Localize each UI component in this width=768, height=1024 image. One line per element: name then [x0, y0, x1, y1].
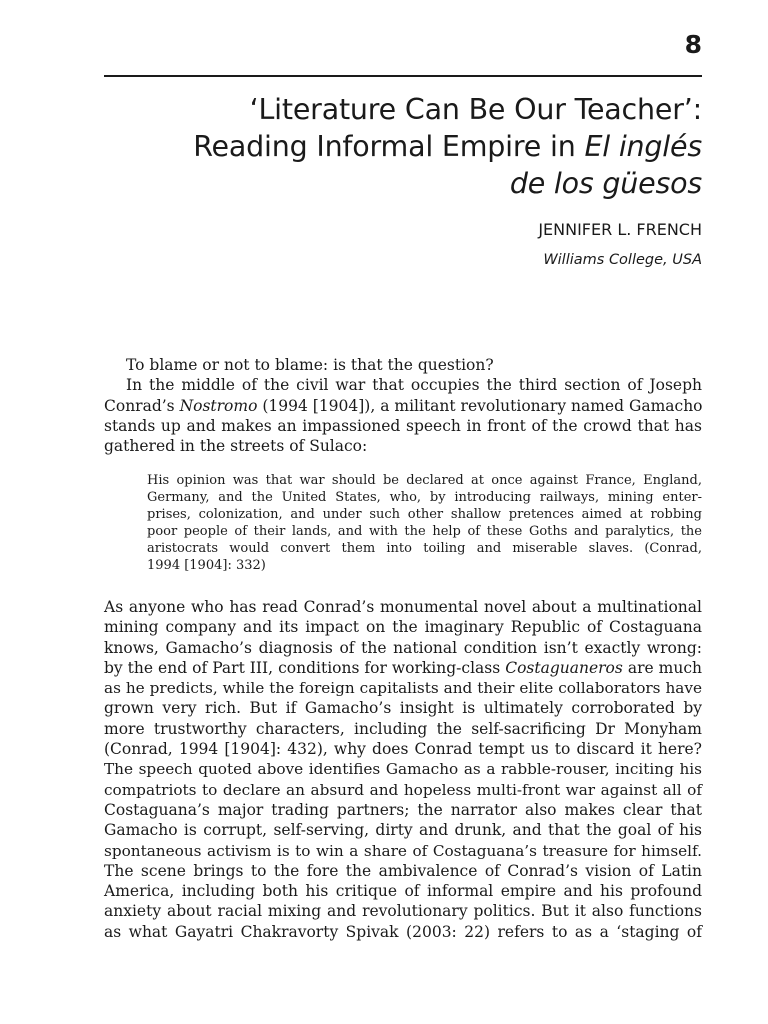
block-quote [147, 472, 702, 574]
novel-title: Nostromo [179, 396, 258, 415]
quote-line: His opinion was that war should be declared at once against France, England, [147, 473, 702, 488]
italic-term: Costaguaneros [505, 658, 623, 677]
intro-paragraphs [104, 355, 702, 456]
body-line: The scene brings to the fore the ambivalence of Conrad’s vision of Latin [104, 861, 702, 880]
title-line-2-plain: Reading Informal Empire in [193, 130, 585, 163]
chapter-rule [104, 75, 702, 77]
author-name: JENNIFER L. FRENCH [538, 220, 702, 239]
body-line: Costaguana’s major trading partners; the narrator also makes clear that [104, 800, 702, 819]
body-line: The speech quoted above identifies Gamacho as a rabble-rouser, inciting his [104, 760, 702, 779]
body-line: spontaneous activism is to win a share of Costaguana’s treasure for himself. [104, 841, 702, 860]
body-line: Gamacho is corrupt, self-serving, dirty and drunk, and that the goal of his [104, 821, 702, 840]
author-affiliation: Williams College, USA [543, 252, 702, 268]
body-line: As anyone who has read Conrad’s monumental novel about a multinational [104, 598, 702, 616]
intro-text: (1994 [1904]), a militant revolutionary named Gamacho [257, 396, 703, 415]
body-text: are much [622, 658, 702, 677]
quote-line: poor people of their lands, and with the help of these Goths and paralytics, the [147, 524, 702, 539]
body-line: anxiety about racial mixing and revolutionary politics. But it also functions [104, 902, 702, 921]
body-line: (Conrad, 1994 [1904]: 432), why does Conrad tempt us to discard it here? [104, 740, 702, 759]
title-line-3: de los güesos [509, 167, 702, 200]
body-line: as what Gayatri Chakravorty Spivak (2003: 22) refers to as a ‘staging of [104, 922, 702, 941]
body-line: compatriots to declare an absurd and hopeless multi-front war against all of [104, 780, 702, 799]
body-line: America, including both his critique of informal empire and his profound [104, 882, 702, 901]
quote-line: aristocrats would convert them into toiling and miserable slaves. (Conrad, [147, 541, 702, 556]
body-line: grown very rich. But if Gamacho’s insight is ultimately corroborated by [104, 699, 702, 718]
body-line: mining company and its impact on the imaginary Republic of Costaguana [104, 618, 702, 637]
intro-line [104, 396, 702, 416]
chapter-title [102, 91, 702, 202]
body-line: as he predicts, while the foreign capitalists and their elite collaborators have [104, 679, 702, 698]
body-line: knows, Gamacho’s diagnosis of the national condition isn’t exactly wrong: [104, 638, 702, 657]
quote-line: 1994 [1904]: 332) [147, 558, 266, 573]
intro-line: To blame or not to blame: is that the question? [126, 356, 494, 374]
chapter-number: 8 [684, 30, 702, 59]
title-line-2-italic: El inglés [584, 130, 702, 163]
quote-line: prises, colonization, and under such other shallow pretences aimed at robbing [147, 507, 702, 522]
body-line [104, 658, 702, 678]
intro-line: gathered in the streets of Sulaco: [104, 437, 368, 456]
main-paragraph [104, 597, 702, 942]
body-line: more trustworthy characters, including the self-sacrificing Dr Monyham [104, 719, 702, 738]
body-text: by the end of Part III, conditions for working-class [104, 658, 506, 677]
quote-line: Germany, and the United States, who, by introducing railways, mining enter- [147, 490, 702, 505]
intro-text: Conrad’s [104, 396, 180, 415]
title-line-2 [102, 128, 702, 165]
title-line-1: ‘Literature Can Be Our Teacher’: [249, 93, 702, 126]
intro-line: In the middle of the civil war that occupies the third section of Joseph [126, 376, 702, 395]
intro-line: stands up and makes an impassioned speech in front of the crowd that has [104, 416, 702, 435]
